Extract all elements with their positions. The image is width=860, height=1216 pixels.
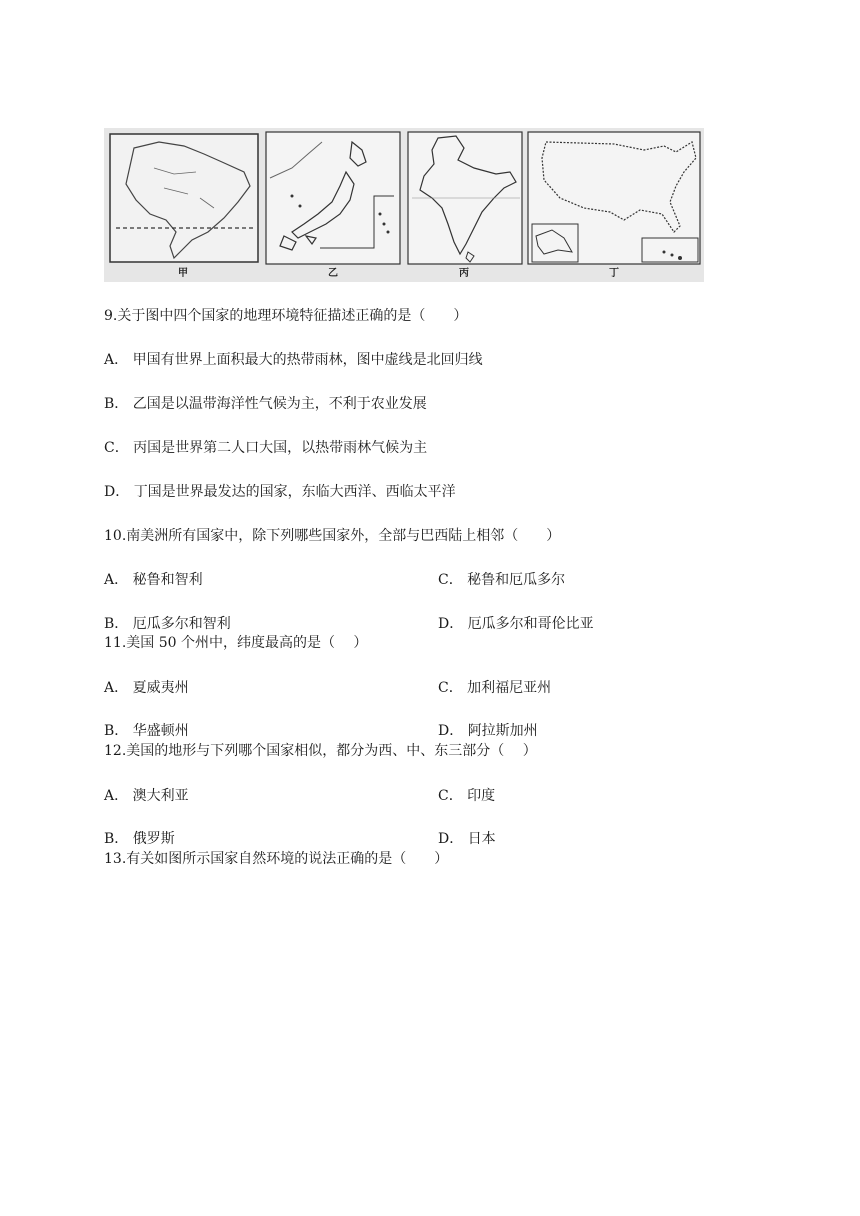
option-key: C． — [438, 680, 463, 696]
q9-option-b[interactable] — [104, 395, 427, 413]
option-text: 丁国是世界最发达的国家，东临大西洋、西临太平洋 — [133, 484, 456, 500]
option-key: B． — [104, 616, 129, 632]
option-key: D． — [104, 484, 130, 500]
brazil-outline-map — [104, 128, 262, 282]
q9-option-d[interactable] — [104, 483, 456, 501]
usa-outline-map — [524, 128, 704, 282]
japan-outline-map — [262, 128, 404, 282]
q10-stem: 10.南美洲所有国家中，除下列哪些国家外，全部与巴西陆上相邻（ ） — [104, 528, 561, 544]
option-key: B． — [104, 723, 129, 739]
q11-option-c[interactable] — [438, 679, 551, 697]
option-key: D． — [438, 723, 464, 739]
option-key: C． — [438, 788, 463, 804]
q12-stem: 12.美国的地形与下列哪个国家相似，都分为西、中、东三部分（ ） — [104, 743, 537, 759]
option-text: 厄瓜多尔和智利 — [132, 616, 231, 632]
map-label-bing: 丙 — [459, 268, 469, 279]
map-label-yi: 乙 — [328, 268, 338, 279]
option-key: B． — [104, 831, 129, 847]
option-text: 华盛顿州 — [132, 723, 189, 739]
map-yi-japan — [262, 128, 404, 282]
q11-stem: 11.美国 50 个州中，纬度最高的是（ ） — [104, 635, 368, 651]
map-ding-usa — [524, 128, 704, 282]
q10-option-c[interactable] — [438, 571, 565, 589]
option-key: C． — [104, 440, 129, 456]
map-bing-india — [404, 128, 524, 282]
q10-option-a[interactable] — [104, 571, 203, 589]
option-text: 印度 — [467, 788, 496, 804]
option-text: 俄罗斯 — [132, 831, 175, 847]
q12-option-b[interactable] — [104, 830, 175, 848]
option-text: 加利福尼亚州 — [467, 680, 552, 696]
q12-option-c[interactable] — [438, 787, 495, 805]
option-text: 秘鲁和厄瓜多尔 — [467, 572, 566, 588]
option-text: 秘鲁和智利 — [132, 572, 203, 588]
option-key: D． — [438, 831, 464, 847]
map-label-ding: 丁 — [609, 268, 619, 279]
option-key: A． — [104, 680, 129, 696]
option-text: 夏威夷州 — [132, 680, 189, 696]
india-outline-map — [404, 128, 524, 282]
option-text: 乙国是以温带海洋性气候为主，不利于农业发展 — [132, 396, 427, 412]
option-text: 阿拉斯加州 — [467, 723, 538, 739]
q9-stem: 9.关于图中四个国家的地理环境特征描述正确的是（ ） — [104, 308, 468, 324]
option-key: A． — [104, 352, 129, 368]
country-maps-figure — [104, 128, 704, 282]
option-text: 丙国是世界第二人口大国，以热带雨林气候为主 — [133, 440, 428, 456]
option-text: 甲国有世界上面积最大的热带雨林，图中虚线是北回归线 — [132, 352, 483, 368]
option-text: 澳大利亚 — [132, 788, 189, 804]
q12-option-a[interactable] — [104, 787, 189, 805]
q10-option-b[interactable] — [104, 615, 231, 633]
option-key: C． — [438, 572, 463, 588]
q11-option-d[interactable] — [438, 722, 538, 740]
option-key: B． — [104, 396, 129, 412]
q9-option-c[interactable] — [104, 439, 427, 457]
map-jia-brazil — [104, 128, 262, 282]
q12-option-d[interactable] — [438, 830, 496, 848]
q11-option-a[interactable] — [104, 679, 189, 697]
q11-option-b[interactable] — [104, 722, 189, 740]
q10-option-d[interactable] — [438, 615, 594, 633]
map-label-jia: 甲 — [178, 268, 188, 279]
option-text: 日本 — [467, 831, 496, 847]
option-text: 厄瓜多尔和哥伦比亚 — [467, 616, 594, 632]
option-key: D． — [438, 616, 464, 632]
q9-option-a[interactable] — [104, 351, 483, 369]
q13-stem: 13.有关如图所示国家自然环境的说法正确的是（ ） — [104, 851, 449, 867]
option-key: A． — [104, 572, 129, 588]
option-key: A． — [104, 788, 129, 804]
